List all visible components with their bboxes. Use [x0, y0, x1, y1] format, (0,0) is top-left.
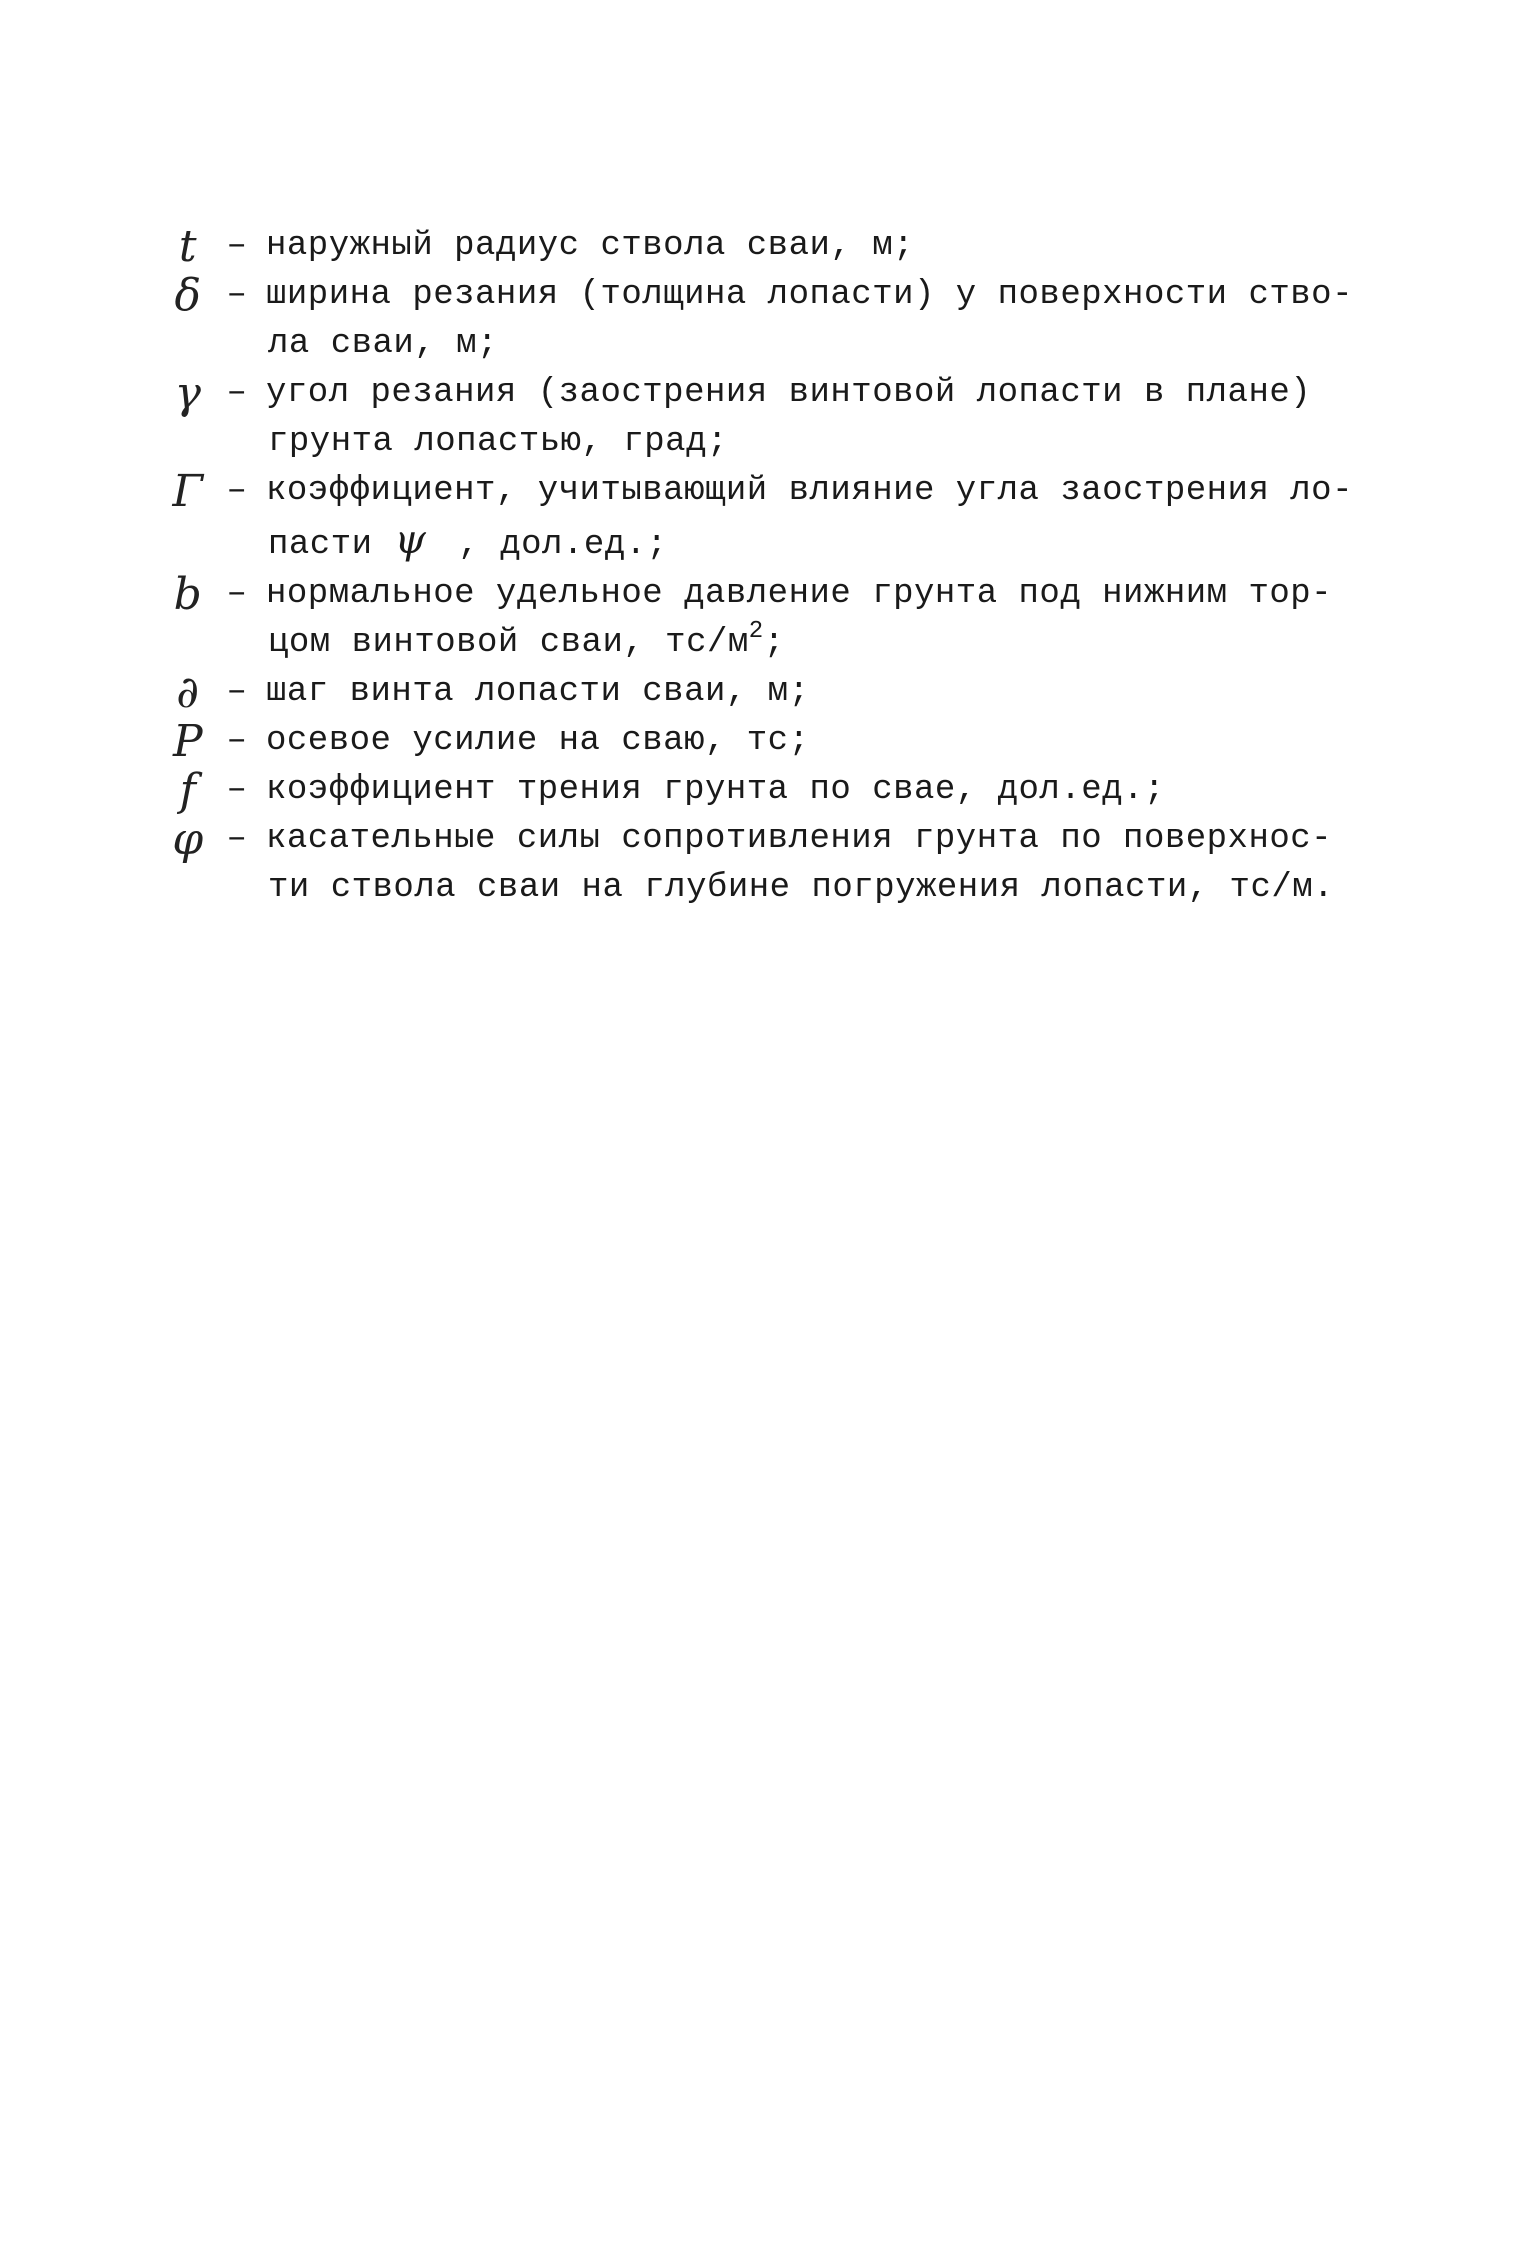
- definition-text: касательные силы сопротивления грунта по поверхнос-: [266, 820, 1333, 858]
- dash: –: [226, 472, 248, 510]
- dash: –: [226, 722, 248, 760]
- definition-delta: [160, 271, 1360, 369]
- dash: –: [226, 374, 248, 412]
- definition-text-continued: ти ствола сваи на глубине погружения лопасти, тс/м.: [268, 869, 1335, 907]
- definition-t: [160, 222, 1360, 271]
- line-text: цом винтовой сваи, тс/м: [268, 624, 749, 662]
- definition-screw-pitch: [160, 668, 1360, 717]
- definition-text: коэффициент, учитывающий влияние угла заострения ло-: [266, 472, 1353, 510]
- line-end: ;: [763, 624, 785, 662]
- definition-phi: [160, 815, 1360, 913]
- definition-text-continued: [266, 516, 1360, 570]
- symbol-t: t: [178, 221, 198, 272]
- definition-gamma-coefficient: [160, 467, 1360, 570]
- definition-text: коэффициент трения грунта по свае, дол.ед.;: [266, 771, 1165, 809]
- dash: –: [226, 771, 248, 809]
- dash: –: [226, 673, 248, 711]
- symbol-gamma: γ: [174, 368, 202, 419]
- line-prefix: пасти: [268, 526, 373, 564]
- definition-text: осевое усилие на сваю, тс;: [266, 722, 810, 760]
- definition-text: шаг винта лопасти сваи, м;: [266, 673, 810, 711]
- symbol-partial: ∂: [176, 667, 200, 718]
- definitions-list: [160, 222, 1360, 913]
- line-suffix: , дол.ед.;: [458, 526, 668, 564]
- definition-b: [160, 570, 1360, 668]
- definition-gamma: [160, 369, 1360, 467]
- definition-text: наружный радиус ствола сваи, м;: [266, 227, 915, 265]
- superscript: 2: [748, 618, 764, 645]
- definition-text: нормальное удельное давление грунта под нижним тор-: [266, 575, 1333, 613]
- symbol-gamma-capital: Γ: [172, 466, 204, 517]
- definition-text-continued: [266, 619, 1360, 668]
- symbol-p: P: [172, 716, 204, 767]
- dash: –: [226, 276, 248, 314]
- definition-text: угол резания (заострения винтовой лопасти в плане): [266, 374, 1312, 412]
- symbol-psi: ψ: [394, 517, 427, 563]
- symbol-delta: δ: [174, 270, 202, 321]
- dash: –: [226, 227, 248, 265]
- dash: –: [226, 820, 248, 858]
- dash: –: [226, 575, 248, 613]
- definition-text-continued: ла сваи, м;: [268, 325, 498, 363]
- symbol-phi: φ: [172, 814, 204, 865]
- definition-text: ширина резания (толщина лопасти) у поверхности ство-: [266, 276, 1353, 314]
- definition-f: [160, 766, 1360, 815]
- definition-p: [160, 717, 1360, 766]
- definition-text-continued: грунта лопастью, град;: [268, 423, 728, 461]
- symbol-f: f: [179, 765, 197, 816]
- symbol-b: b: [173, 569, 203, 620]
